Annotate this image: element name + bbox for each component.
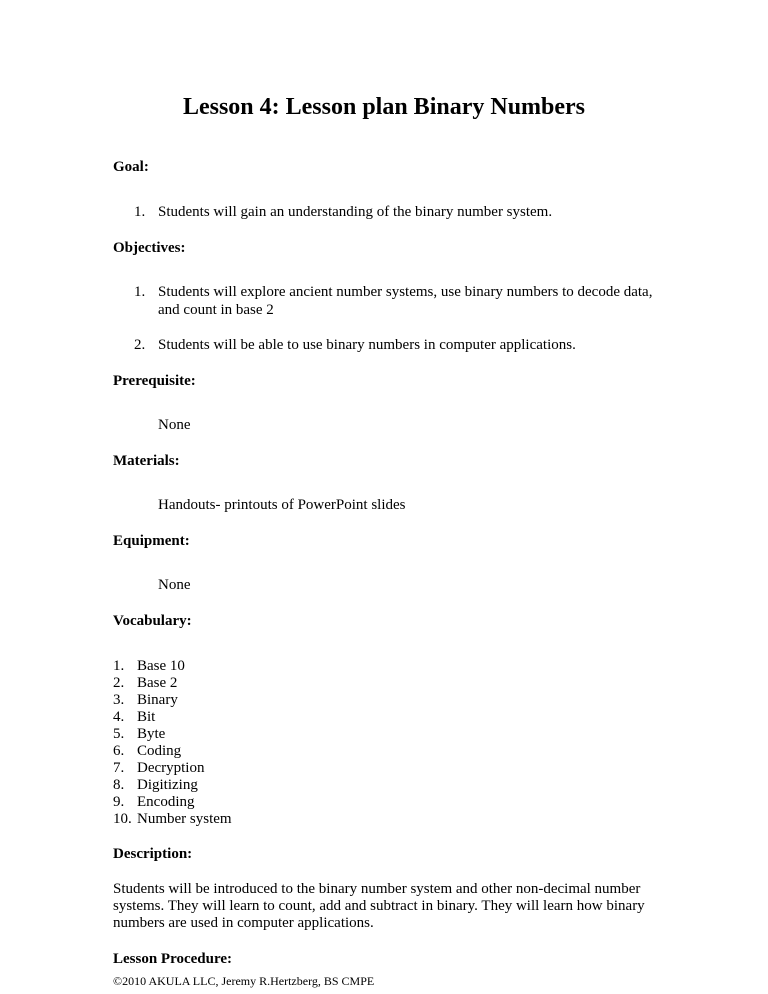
vocabulary-item: Bit (137, 709, 156, 725)
vocabulary-item-number: 5. (113, 726, 125, 742)
prerequisite-text: None (158, 417, 191, 433)
materials-heading: Materials: (113, 453, 180, 469)
vocabulary-item: Decryption (137, 760, 205, 776)
vocabulary-item: Base 2 (137, 675, 178, 691)
vocabulary-item-number: 3. (113, 692, 125, 708)
goal-item-number: 1. (134, 204, 146, 220)
equipment-heading: Equipment: (113, 533, 190, 549)
page-footer: ©2010 AKULA LLC, Jeremy R.Hertzberg, BS CMPE (113, 974, 375, 988)
vocabulary-item-number: 9. (113, 794, 125, 810)
objective-item-line: Students will explore ancient number systems, use binary numbers to decode data, (158, 284, 653, 300)
vocabulary-item-number: 8. (113, 777, 125, 793)
vocabulary-item: Binary (137, 692, 178, 708)
vocabulary-item: Coding (137, 743, 182, 759)
vocabulary-item: Encoding (137, 794, 195, 810)
description-heading: Description: (113, 846, 193, 862)
vocabulary-item-number: 10. (113, 811, 132, 827)
description-line: systems. They will learn to count, add and subtract in binary. They will learn how binary (113, 898, 645, 914)
prerequisite-heading: Prerequisite: (113, 373, 196, 389)
objective-item-text: Students will be able to use binary numbers in computer applications. (158, 337, 576, 353)
procedure-heading: Lesson Procedure: (113, 951, 233, 967)
goal-heading: Goal: (113, 159, 149, 175)
objective-item-number: 2. (134, 337, 146, 353)
vocabulary-item-number: 1. (113, 658, 125, 674)
vocabulary-heading: Vocabulary: (113, 613, 192, 629)
objectives-heading: Objectives: (113, 240, 186, 256)
goal-item-text: Students will gain an understanding of the binary number system. (158, 204, 553, 220)
description-line: numbers are used in computer applications. (113, 915, 374, 931)
vocabulary-item: Number system (137, 811, 232, 827)
description-line: Students will be introduced to the binary number system and other non-decimal number (113, 881, 641, 897)
equipment-text: None (158, 577, 191, 593)
page-title: Lesson 4: Lesson plan Binary Numbers (182, 94, 586, 120)
vocabulary-item: Digitizing (137, 777, 198, 793)
objective-item-number: 1. (134, 284, 146, 300)
vocabulary-item: Base 10 (137, 658, 185, 674)
vocabulary-item-number: 2. (113, 675, 125, 691)
vocabulary-item-number: 4. (113, 709, 125, 725)
vocabulary-item: Byte (137, 726, 166, 742)
materials-text: Handouts- printouts of PowerPoint slides (158, 497, 406, 513)
objective-item-line: and count in base 2 (158, 302, 274, 318)
vocabulary-item-number: 7. (113, 760, 125, 776)
vocabulary-item-number: 6. (113, 743, 125, 759)
